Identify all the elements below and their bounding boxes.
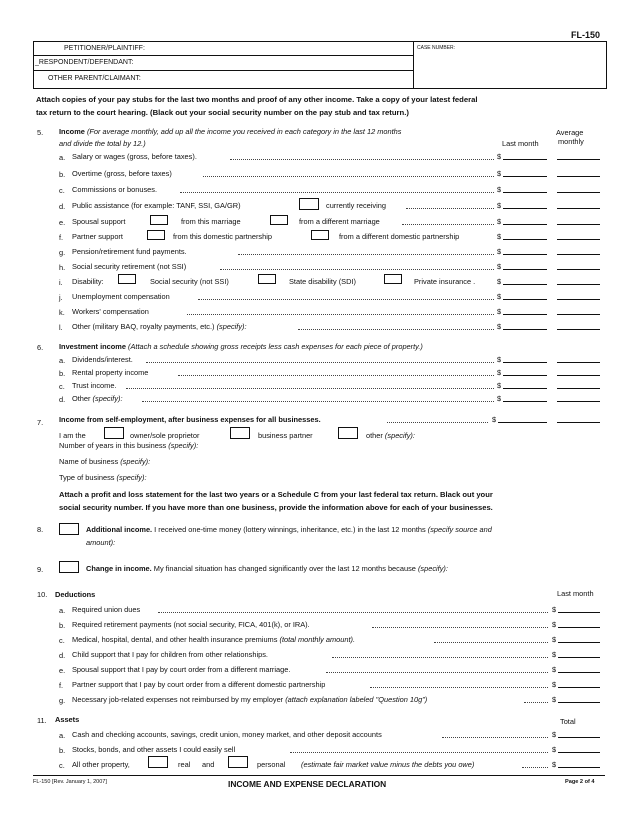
section-8-specify-2: amount): bbox=[86, 538, 116, 547]
row-letter: e. bbox=[59, 666, 66, 675]
personal-property-label: personal bbox=[257, 760, 286, 769]
deduction-partner-support-amount[interactable] bbox=[558, 687, 600, 688]
form-id: FL-150 bbox=[571, 30, 601, 40]
row-letter: c. bbox=[59, 186, 65, 195]
disability-ss-label: Social security (not SSI) bbox=[150, 277, 229, 286]
section-10-title: Deductions bbox=[55, 590, 96, 599]
row-letter: a. bbox=[59, 356, 66, 365]
income-disability-label: Disability: bbox=[72, 277, 104, 286]
section-8-specify: (specify source and bbox=[427, 525, 492, 534]
section-6-number: 6. bbox=[37, 343, 44, 352]
income-public-assistance-average[interactable] bbox=[557, 208, 600, 209]
income-spousal-last-month[interactable] bbox=[503, 224, 547, 225]
partner-this-partnership-checkbox[interactable] bbox=[147, 230, 165, 240]
row-letter: b. bbox=[59, 621, 66, 630]
income-overtime-label: Overtime (gross, before taxes) bbox=[72, 169, 172, 178]
owner-checkbox[interactable] bbox=[104, 427, 124, 439]
dollar-sign: $ bbox=[497, 394, 502, 403]
dollar-sign: $ bbox=[497, 201, 502, 210]
change-in-income-checkbox[interactable] bbox=[59, 561, 79, 573]
income-spousal-support-label: Spousal support bbox=[72, 217, 126, 226]
petitioner-label: PETITIONER/PLAINTIFF: bbox=[64, 45, 145, 52]
income-public-assistance-label: Public assistance (for example: TANF, SSI, GA/GR) bbox=[72, 201, 241, 210]
income-overtime-last-month[interactable] bbox=[503, 176, 547, 177]
other-checkbox[interactable] bbox=[338, 427, 358, 439]
income-salary-last-month[interactable] bbox=[503, 159, 547, 160]
dollar-sign: $ bbox=[497, 152, 502, 161]
col-average-2: monthly bbox=[558, 137, 584, 146]
row-letter: l. bbox=[59, 323, 63, 332]
income-commissions-last-month[interactable] bbox=[503, 192, 547, 193]
row-letter: b. bbox=[59, 369, 66, 378]
col-average-1: Average bbox=[556, 128, 584, 137]
deduction-retirement-amount[interactable] bbox=[558, 627, 600, 628]
case-number-label: CASE NUMBER: bbox=[417, 45, 456, 51]
income-salary-average[interactable] bbox=[557, 159, 600, 160]
income-workers-comp-average[interactable] bbox=[557, 314, 600, 315]
other-parent-label: OTHER PARENT/CLAIMANT: bbox=[48, 75, 141, 82]
dollar-sign: $ bbox=[497, 217, 502, 226]
partner-this-partnership-label: from this domestic partnership bbox=[173, 232, 272, 241]
investment-dividends-label: Dividends/interest. bbox=[72, 355, 133, 364]
row-letter: f. bbox=[59, 233, 64, 242]
section-5-title: Income bbox=[59, 127, 85, 136]
row-letter: b. bbox=[59, 170, 66, 179]
row-letter: j. bbox=[59, 293, 63, 302]
row-letter: d. bbox=[59, 202, 66, 211]
income-other-last-month[interactable] bbox=[503, 329, 547, 330]
section-8-number: 8. bbox=[37, 525, 44, 534]
deduction-union-dues-label: Required union dues bbox=[72, 605, 141, 614]
row-letter: h. bbox=[59, 263, 66, 272]
section-9-specify: (specify): bbox=[417, 564, 448, 573]
income-other-average[interactable] bbox=[557, 329, 600, 330]
spousal-different-marriage-checkbox[interactable] bbox=[270, 215, 288, 225]
section-9-number: 9. bbox=[37, 565, 44, 574]
currently-receiving-checkbox[interactable] bbox=[299, 198, 319, 210]
footer-rule bbox=[33, 775, 605, 776]
asset-other-property-note: (estimate fair market value minus the debts you owe) bbox=[301, 760, 475, 769]
asset-other-property-amount[interactable] bbox=[558, 767, 600, 768]
partner-checkbox[interactable] bbox=[230, 427, 250, 439]
dollar-sign: $ bbox=[552, 650, 557, 659]
section-9-title: Change in income. bbox=[86, 564, 152, 573]
income-unemployment-label: Unemployment compensation bbox=[72, 292, 170, 301]
income-social-security-label: Social security retirement (not SSI) bbox=[72, 262, 187, 271]
investment-dividends-last-month[interactable] bbox=[503, 362, 547, 363]
section-7-number: 7. bbox=[37, 418, 44, 427]
dollar-sign: $ bbox=[552, 620, 557, 629]
row-letter: f. bbox=[59, 681, 64, 690]
income-disability-last-month[interactable] bbox=[503, 284, 547, 285]
dollar-sign: $ bbox=[497, 292, 502, 301]
section-10-number: 10. bbox=[37, 590, 48, 599]
currently-receiving-label: currently receiving bbox=[326, 201, 386, 210]
income-unemployment-average[interactable] bbox=[557, 299, 600, 300]
section-11-title: Assets bbox=[55, 715, 80, 724]
investment-dividends-average[interactable] bbox=[557, 362, 600, 363]
dollar-sign: $ bbox=[497, 307, 502, 316]
section-11-number: 11. bbox=[37, 716, 47, 725]
section-9-body: My financial situation has changed significantly over the last 12 months because bbox=[153, 564, 416, 573]
intro-line-2: tax return to the court hearing. (Black out your social security number on the pay stub and tax return.) bbox=[36, 108, 409, 117]
self-employment-last-month[interactable] bbox=[498, 422, 547, 423]
investment-trust-label: Trust income. bbox=[72, 381, 117, 390]
deduction-spousal-support-label: Spousal support that I pay by court order from a different marriage. bbox=[72, 665, 291, 674]
section-6-title: Investment income bbox=[59, 342, 126, 351]
investment-other-label: Other (specify): bbox=[72, 394, 123, 403]
spousal-this-marriage-label: from this marriage bbox=[181, 217, 241, 226]
section-8-text bbox=[86, 525, 492, 534]
row-letter: g. bbox=[59, 248, 66, 257]
caption-box bbox=[33, 41, 607, 89]
investment-rental-label: Rental property income bbox=[72, 368, 149, 377]
row-letter: c. bbox=[59, 636, 65, 645]
section-5-number: 5. bbox=[37, 128, 44, 137]
dollar-sign: $ bbox=[552, 680, 557, 689]
years-in-business-label: Number of years in this business (specify): bbox=[59, 441, 199, 450]
row-letter: k. bbox=[59, 308, 65, 317]
income-social-security-last-month[interactable] bbox=[503, 269, 547, 270]
row-letter: a. bbox=[59, 731, 66, 740]
income-overtime-average[interactable] bbox=[557, 176, 600, 177]
attach-note-2: social security number. If you have more than one business, provide the information above for each of your businesses. bbox=[59, 503, 493, 512]
partner-label: business partner bbox=[258, 431, 313, 440]
income-pension-label: Pension/retirement fund payments. bbox=[72, 247, 187, 256]
spousal-different-marriage-label: from a different marriage bbox=[299, 217, 380, 226]
dollar-sign: $ bbox=[497, 232, 502, 241]
investment-rental-last-month[interactable] bbox=[503, 375, 547, 376]
row-letter: i. bbox=[59, 278, 63, 287]
asset-cash-amount[interactable] bbox=[558, 737, 600, 738]
section-6-note: (Attach a schedule showing gross receipts less cash expenses for each piece of property.) bbox=[128, 342, 423, 351]
row-letter: c. bbox=[59, 761, 65, 770]
asset-cash-label: Cash and checking accounts, savings, credit union, money market, and other deposit accounts bbox=[72, 730, 382, 739]
deduction-medical-amount[interactable] bbox=[558, 642, 600, 643]
deduction-job-expenses-amount[interactable] bbox=[558, 702, 600, 703]
disability-sdi-label: State disability (SDI) bbox=[289, 277, 356, 286]
disability-sdi-checkbox[interactable] bbox=[258, 274, 276, 284]
partner-different-partnership-checkbox[interactable] bbox=[311, 230, 329, 240]
deduction-partner-support-label: Partner support that I pay by court order from a different domestic partnership bbox=[72, 680, 326, 689]
row-letter: d. bbox=[59, 651, 66, 660]
owner-label: owner/sole proprietor bbox=[130, 431, 200, 440]
investment-other-average[interactable] bbox=[557, 401, 600, 402]
income-public-assistance-last-month[interactable] bbox=[503, 208, 547, 209]
section-5-note: (For average monthly, add up all the income you received in each category in the last 12 months bbox=[86, 127, 402, 136]
dollar-sign: $ bbox=[497, 381, 502, 390]
asset-other-property-label: All other property, bbox=[72, 760, 130, 769]
attach-note-1: Attach a profit and loss statement for the last two years or a Schedule C from your last federal tax return. Black out your bbox=[59, 490, 493, 499]
dollar-sign: $ bbox=[497, 185, 502, 194]
investment-other-last-month[interactable] bbox=[503, 401, 547, 402]
row-letter: g. bbox=[59, 696, 66, 705]
dollar-sign: $ bbox=[497, 277, 502, 286]
income-salary-label: Salary or wages (gross, before taxes). bbox=[72, 152, 197, 161]
personal-property-checkbox[interactable] bbox=[228, 756, 248, 768]
income-partner-support-label: Partner support bbox=[72, 232, 123, 241]
section-8-title: Additional income. bbox=[86, 525, 153, 534]
row-letter: d. bbox=[59, 395, 66, 404]
asset-stocks-amount[interactable] bbox=[558, 752, 600, 753]
deduction-retirement-label: Required retirement payments (not social security, FICA, 401(k), or IRA). bbox=[72, 620, 310, 629]
income-spousal-average[interactable] bbox=[557, 224, 600, 225]
income-pension-last-month[interactable] bbox=[503, 254, 547, 255]
dollar-sign: $ bbox=[552, 605, 557, 614]
real-property-label: real bbox=[178, 760, 191, 769]
spousal-this-marriage-checkbox[interactable] bbox=[150, 215, 168, 225]
income-commissions-average[interactable] bbox=[557, 192, 600, 193]
section-5-heading bbox=[59, 127, 402, 136]
investment-trust-average[interactable] bbox=[557, 388, 600, 389]
section-8-body: I received one-time money (lottery winnings, inheritance, etc.) in the last 12 months bbox=[154, 525, 426, 534]
and-label: and bbox=[202, 760, 215, 769]
dollar-sign: $ bbox=[552, 730, 557, 739]
dollar-sign: $ bbox=[497, 247, 502, 256]
deduction-child-support-label: Child support that I pay for children from other relationships. bbox=[72, 650, 268, 659]
dollar-sign: $ bbox=[497, 262, 502, 271]
investment-rental-average[interactable] bbox=[557, 375, 600, 376]
row-letter: c. bbox=[59, 382, 65, 391]
section-6-heading bbox=[59, 342, 423, 351]
dollar-sign: $ bbox=[552, 760, 557, 769]
respondent-label: _RESPONDENT/DEFENDANT: bbox=[35, 59, 134, 66]
income-disability-average[interactable] bbox=[557, 284, 600, 285]
disability-ss-checkbox[interactable] bbox=[118, 274, 136, 284]
footer-revision: FL-150 [Rev. January 1, 2007] bbox=[33, 779, 107, 785]
income-unemployment-last-month[interactable] bbox=[503, 299, 547, 300]
dollar-sign: $ bbox=[492, 415, 497, 424]
section-9-text bbox=[86, 564, 448, 573]
row-letter: a. bbox=[59, 153, 66, 162]
investment-trust-last-month[interactable] bbox=[503, 388, 547, 389]
dollar-sign: $ bbox=[497, 355, 502, 364]
dollar-sign: $ bbox=[497, 368, 502, 377]
deduction-medical-label: Medical, hospital, dental, and other health insurance premiums (total monthly amount). bbox=[72, 635, 356, 644]
additional-income-checkbox[interactable] bbox=[59, 523, 79, 535]
asset-stocks-label: Stocks, bonds, and other assets I could easily sell bbox=[72, 745, 236, 754]
assets-col-label: Total bbox=[560, 717, 576, 726]
self-employment-average[interactable] bbox=[557, 422, 600, 423]
income-workers-comp-last-month[interactable] bbox=[503, 314, 547, 315]
intro-line-1: Attach copies of your pay stubs for the last two months and proof of any other income. Take a copy of your latest federal bbox=[36, 95, 478, 104]
section-7-title: Income from self-employment, after business expenses for all businesses. bbox=[59, 415, 321, 424]
income-commissions-label: Commissions or bonuses. bbox=[72, 185, 158, 194]
income-pension-average[interactable] bbox=[557, 254, 600, 255]
income-social-security-average[interactable] bbox=[557, 269, 600, 270]
partner-different-partnership-label: from a different domestic partnership bbox=[339, 232, 460, 241]
income-workers-comp-label: Workers' compensation bbox=[72, 307, 149, 316]
dollar-sign: $ bbox=[497, 322, 502, 331]
other-label: other (specify): bbox=[366, 431, 415, 440]
dollar-sign: $ bbox=[552, 665, 557, 674]
footer-page: Page 2 of 4 bbox=[565, 779, 595, 785]
business-type-label: Type of business (specify): bbox=[59, 473, 147, 482]
real-property-checkbox[interactable] bbox=[148, 756, 168, 768]
disability-private-checkbox[interactable] bbox=[384, 274, 402, 284]
disability-private-label: Private insurance . bbox=[414, 277, 476, 286]
deduction-spousal-support-amount[interactable] bbox=[558, 672, 600, 673]
row-letter: e. bbox=[59, 218, 66, 227]
row-letter: a. bbox=[59, 606, 66, 615]
row-letter: b. bbox=[59, 746, 66, 755]
footer-title: INCOME AND EXPENSE DECLARATION bbox=[228, 779, 387, 789]
col-last-month: Last month bbox=[502, 139, 539, 148]
income-partner-average[interactable] bbox=[557, 239, 600, 240]
deduction-child-support-amount[interactable] bbox=[558, 657, 600, 658]
dollar-sign: $ bbox=[552, 745, 557, 754]
section-5-note-2: and divide the total by 12.) bbox=[59, 139, 146, 148]
i-am-the-label: I am the bbox=[59, 431, 86, 440]
dollar-sign: $ bbox=[497, 169, 502, 178]
deductions-col-label: Last month bbox=[557, 589, 594, 598]
deduction-union-dues-amount[interactable] bbox=[558, 612, 600, 613]
business-name-label: Name of business (specify): bbox=[59, 457, 151, 466]
dollar-sign: $ bbox=[552, 635, 557, 644]
dollar-sign: $ bbox=[552, 695, 557, 704]
income-other-label: Other (military BAQ, royalty payments, etc.) (specify): bbox=[72, 322, 247, 331]
income-partner-last-month[interactable] bbox=[503, 239, 547, 240]
deduction-job-expenses-label: Necessary job-related expenses not reimbursed by my employer (attach explanation labeled "Question 10g") bbox=[72, 695, 428, 704]
